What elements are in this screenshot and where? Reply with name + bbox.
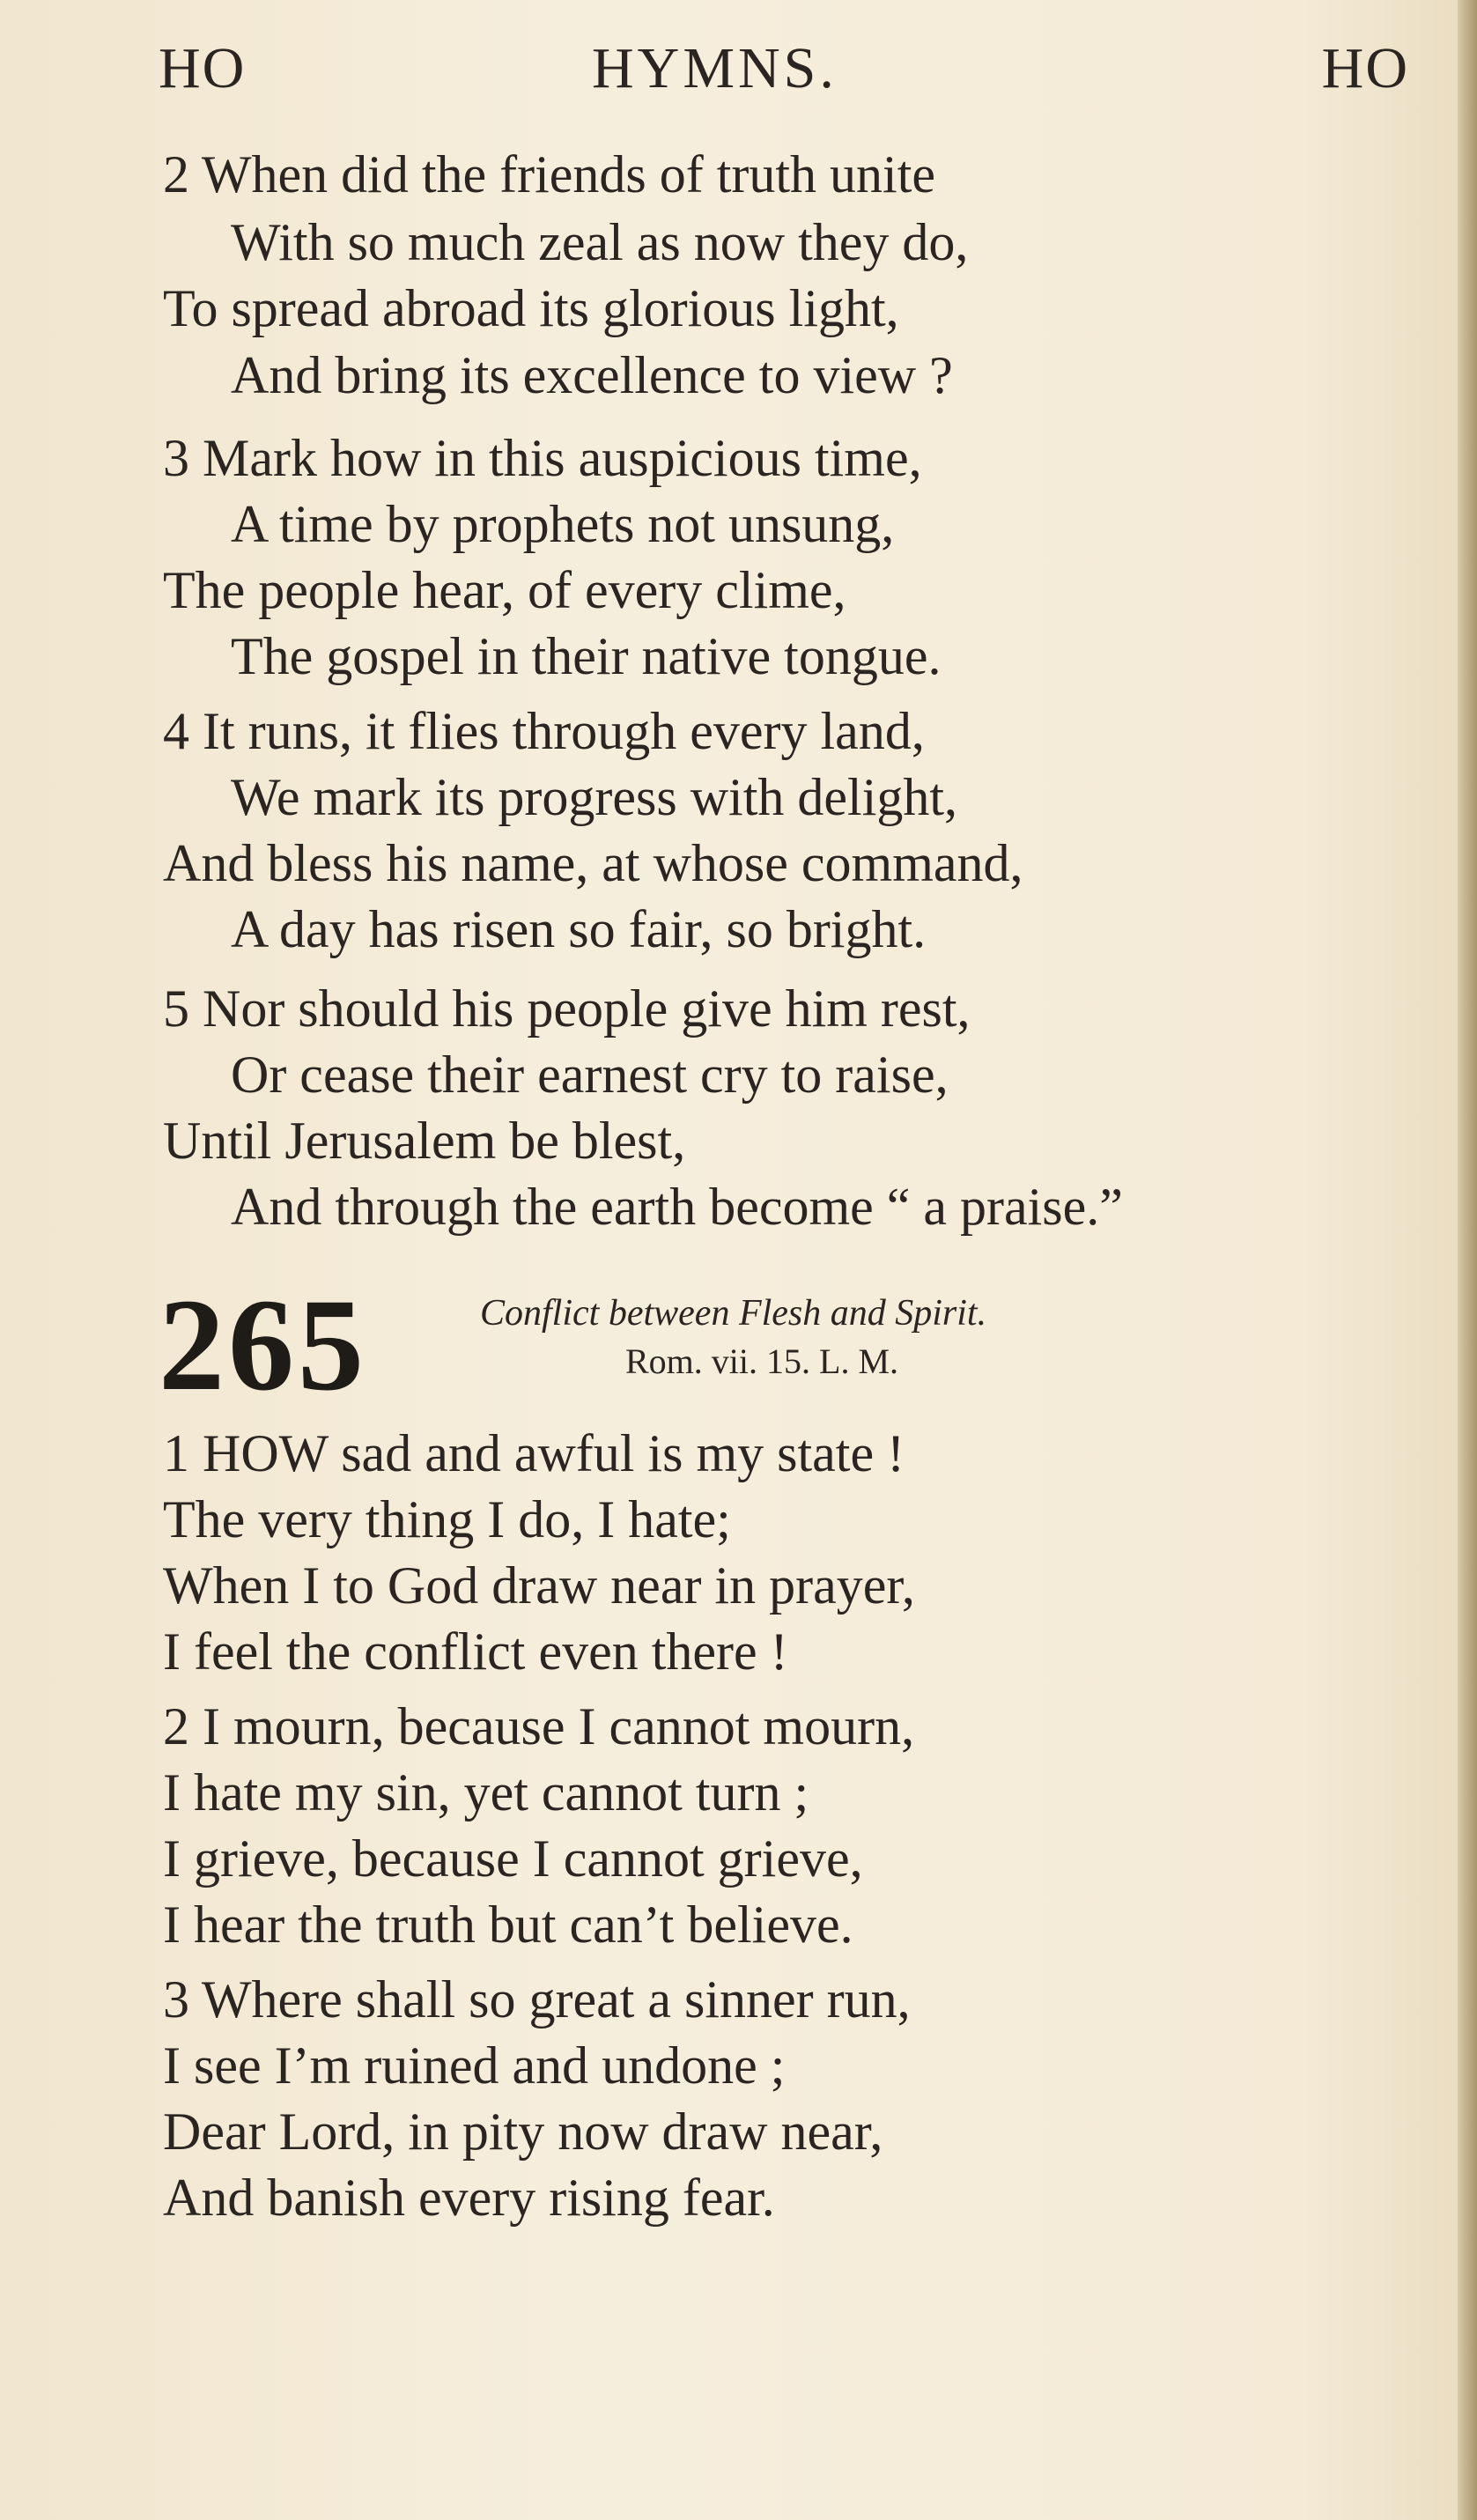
verse-line: The gospel in their native tongue. bbox=[231, 627, 942, 685]
verse-line: 5 Nor should his people give him rest, bbox=[163, 979, 971, 1038]
verse-line: I see I’m ruined and undone ; bbox=[163, 2036, 786, 2095]
hymn-reference: Rom. vii. 15. L. M. bbox=[625, 1341, 899, 1381]
verse-line: I feel the conflict even there ! bbox=[163, 1622, 788, 1681]
verse-line: And banish every rising fear. bbox=[163, 2169, 775, 2227]
verse-line: The people hear, of every clime, bbox=[163, 561, 846, 619]
running-head bbox=[159, 35, 1409, 115]
verse-line: A time by prophets not unsung, bbox=[231, 495, 895, 553]
hymn-title: Conflict between Flesh and Spirit. bbox=[480, 1293, 987, 1334]
verse-line: 3 Where shall so great a sinner run, bbox=[163, 1970, 911, 2029]
verse-line: When I to God draw near in prayer, bbox=[163, 1556, 915, 1615]
verse-line: A day has risen so fair, so bright. bbox=[231, 900, 927, 958]
verse-line: And bring its excellence to view ? bbox=[231, 346, 953, 404]
hymn-number: 265 bbox=[159, 1272, 367, 1418]
verse-line: 1 HOW sad and awful is my state ! bbox=[163, 1424, 905, 1482]
verse-line: I hear the truth but can’t believe. bbox=[163, 1896, 853, 1954]
verse-line: 2 When did the friends of truth unite bbox=[163, 145, 936, 203]
verse-line: I hate my sin, yet cannot turn ; bbox=[163, 1763, 809, 1822]
verse-line: I grieve, because I cannot grieve, bbox=[163, 1829, 863, 1888]
verse-line: Dear Lord, in pity now draw near, bbox=[163, 2102, 883, 2161]
running-head-title: HYMNS. bbox=[592, 36, 838, 100]
verse-line: And bless his name, at whose command, bbox=[163, 834, 1023, 892]
running-head-left: HO bbox=[159, 36, 247, 100]
verse-line: 2 I mourn, because I cannot mourn, bbox=[163, 1697, 915, 1755]
book-spine-edge bbox=[1458, 0, 1477, 2520]
verse-line: Or cease their earnest cry to raise, bbox=[231, 1046, 949, 1104]
verse-line: With so much zeal as now they do, bbox=[231, 213, 969, 271]
running-head-right: HO bbox=[1321, 36, 1409, 100]
verse-line: We mark its progress with delight, bbox=[231, 768, 958, 826]
verse-line: The very thing I do, I hate; bbox=[163, 1490, 731, 1548]
verse-line: And through the earth become “ a praise.” bbox=[231, 1178, 1123, 1236]
verse-line: To spread abroad its glorious light, bbox=[163, 279, 899, 337]
verse-line: 4 It runs, it flies through every land, bbox=[163, 702, 925, 760]
verse-line: 3 Mark how in this auspicious time, bbox=[163, 429, 922, 487]
verse-line: Until Jerusalem be blest, bbox=[163, 1112, 686, 1170]
